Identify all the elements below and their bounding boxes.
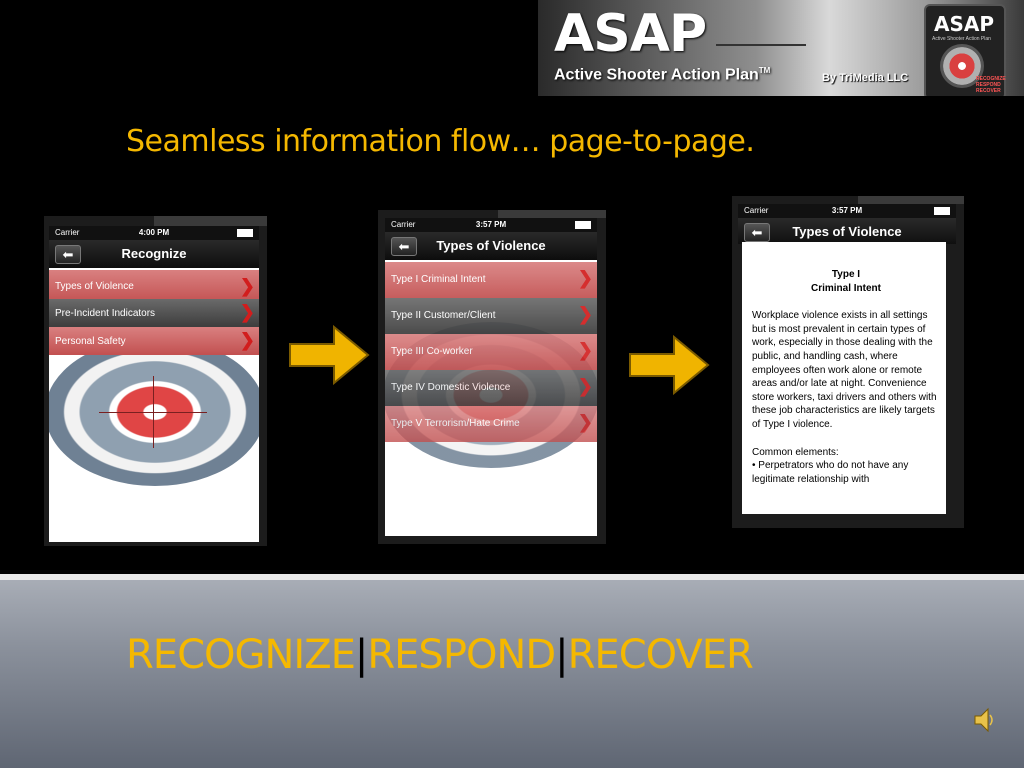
- chevron-right-icon: ❯: [239, 330, 255, 350]
- phone-shadow: [498, 210, 606, 218]
- list-item[interactable]: [49, 327, 259, 355]
- tagline: [126, 632, 753, 678]
- list-item-label: Type V Terrorism/Hate Crime: [391, 418, 520, 429]
- nav-title: Types of Violence: [436, 238, 546, 253]
- banner-byline: By TriMedia LLC: [822, 72, 909, 84]
- status-time: 4:00 PM: [138, 228, 170, 237]
- list-item[interactable]: [385, 298, 597, 334]
- back-arrow-icon[interactable]: ⬅: [55, 245, 81, 264]
- phone-screen: [385, 218, 597, 536]
- carrier-label: Carrier: [391, 220, 416, 229]
- detail-subheading: Criminal Intent: [810, 282, 881, 294]
- tablet-image: [924, 4, 1006, 96]
- status-time: 3:57 PM: [475, 220, 507, 229]
- tagline-recover: RECOVER: [567, 632, 753, 678]
- battery-icon: [934, 207, 950, 215]
- list-item[interactable]: [385, 334, 597, 370]
- chevron-right-icon: ❯: [577, 268, 593, 288]
- battery-icon: [575, 221, 591, 229]
- back-arrow-icon[interactable]: ⬅: [744, 223, 770, 242]
- phone-shadow: [154, 216, 267, 226]
- right-arrow-icon: [628, 334, 712, 396]
- chevron-right-icon: ❯: [577, 340, 593, 360]
- tagline-recognize: RECOGNIZE: [126, 632, 355, 678]
- chevron-right-icon: ❯: [239, 276, 255, 296]
- banner-subtitle: Active Shooter Action Plan™: [554, 66, 771, 84]
- list-item[interactable]: [385, 262, 597, 298]
- speaker-icon[interactable]: [974, 706, 996, 734]
- list-item[interactable]: [385, 406, 597, 442]
- nav-bar: [385, 232, 597, 260]
- back-arrow-icon[interactable]: ⬅: [391, 237, 417, 256]
- nav-bar: [738, 218, 956, 244]
- list-item-label: Pre-Incident Indicators: [55, 308, 156, 319]
- phone-screen: [738, 204, 956, 244]
- tagline-separator: |: [354, 632, 368, 678]
- list-item-label: Type II Customer/Client: [391, 310, 496, 321]
- tagline-respond: RESPOND: [367, 632, 556, 678]
- detail-heading: Type I: [831, 269, 861, 280]
- carrier-label: Carrier: [744, 206, 769, 215]
- nav-title: Recognize: [121, 246, 187, 261]
- tagline-separator: |: [555, 632, 568, 678]
- phone-screenshot-detail: [732, 196, 964, 528]
- list-item[interactable]: [385, 370, 597, 406]
- tablet-logo: ASAP: [934, 12, 995, 36]
- crosshair-line: [716, 44, 806, 46]
- list-item-label: Types of Violence: [55, 281, 134, 292]
- phone-shadow: [858, 196, 964, 204]
- nav-title: Types of Violence: [792, 224, 902, 239]
- right-arrow-icon: [288, 324, 372, 386]
- list-item-label: Personal Safety: [55, 336, 126, 347]
- chevron-right-icon: ❯: [239, 302, 255, 322]
- asap-logo-text: ASAP: [554, 4, 707, 64]
- status-bar: [49, 226, 259, 240]
- list-item[interactable]: [49, 299, 259, 327]
- phone-screenshot-types: [378, 210, 606, 544]
- tablet-subtitle: Active Shooter Action Plan: [932, 36, 991, 42]
- status-bar: [385, 218, 597, 232]
- tablet-small-text: RECOGNIZE RESPOND RECOVER: [976, 76, 1006, 94]
- list-item-label: Type III Co-worker: [391, 346, 473, 357]
- phone-screen: [49, 226, 259, 542]
- battery-icon: [237, 229, 253, 237]
- chevron-right-icon: ❯: [577, 412, 593, 432]
- status-time: 3:57 PM: [831, 206, 863, 215]
- status-bar: [738, 204, 956, 218]
- carrier-label: Carrier: [55, 228, 80, 237]
- chevron-right-icon: ❯: [577, 376, 593, 396]
- nav-bar: [49, 240, 259, 268]
- asap-banner: [538, 0, 1024, 96]
- list-item-label: Type I Criminal Intent: [391, 274, 486, 285]
- slide-title: Seamless information flow… page-to-page.: [126, 124, 755, 159]
- detail-common-label: Common elements:: [752, 446, 839, 458]
- chevron-right-icon: ❯: [577, 304, 593, 324]
- detail-bullet: • Perpetrators who do not have any legitimate relationship with: [752, 460, 909, 485]
- crosshair-icon: [153, 376, 154, 448]
- list-item-label: Type IV Domestic Violence: [391, 382, 511, 393]
- phone-screenshot-recognize: [44, 216, 267, 546]
- detail-body: Workplace violence exists in all settings but is most prevalent in certain types of work, especially in those dealing with the public, and handling cash, where employees often work alone or remote areas and/or late at night. Convenience store workers, taxi drivers and others with these job characteristics are likely targets of Type I violence.: [752, 310, 937, 430]
- detail-text-panel: [742, 242, 946, 514]
